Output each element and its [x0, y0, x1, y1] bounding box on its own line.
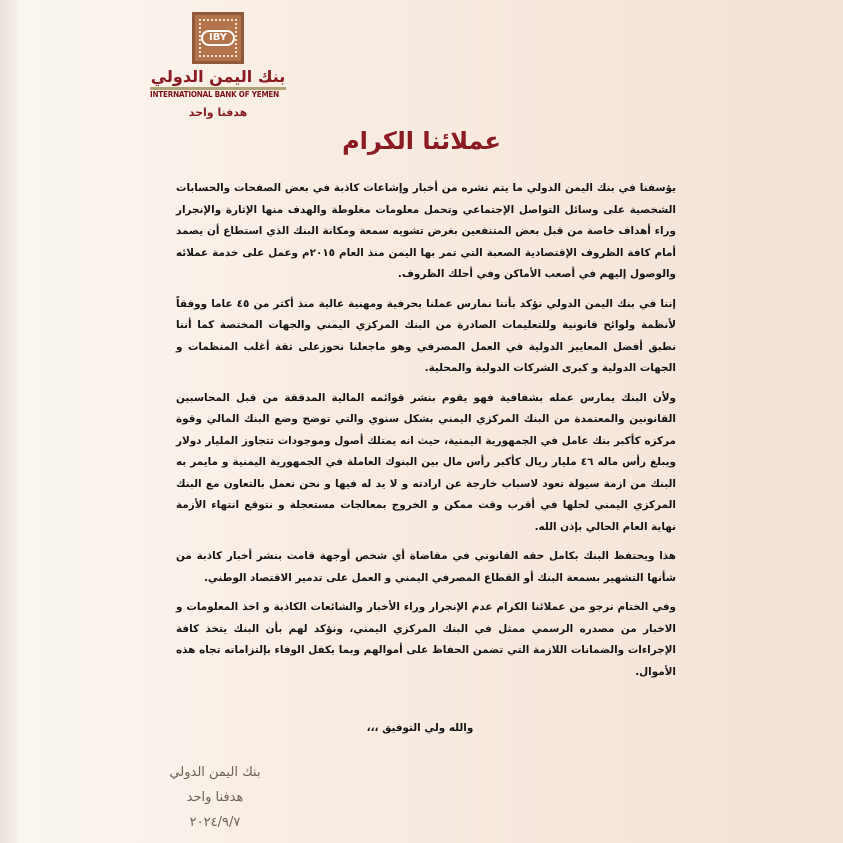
paragraph-5: وفي الختام نرجو من عملائنا الكرام عدم الإنجرار وراء الأخبار والشائعات الكاذبة و اخذ المعلومات و الاخبار من مصدره الرسمي ممثل في البنك المركزي اليمني، ونؤكد لهم بأن البنك يتخذ كافة الإجراءات والضمانات اللازمة التي تضمن الحفاظ على أموالهم وبما يكفل الوفاء بإلتزاماته تجاه هذه الأموال. [176, 601, 676, 678]
logo-emblem [192, 12, 244, 64]
logo-initials: IBY [201, 30, 235, 46]
letter-heading: عملائنا الكرام [342, 127, 501, 155]
signature-slogan: هدفنا واحد [186, 790, 244, 805]
signature-date: ٢٠٢٤/٩/٧ [189, 815, 241, 830]
paragraph-2: إننا في بنك اليمن الدولي نؤكد بأننا نمارس عملنا بحرفية ومهنية عالية منذ أكثر من ٤٥ عاما ووفقاً لأنظمة ولوائح قانونية وللتعليمات الصادرة من البنك المركزي اليمني والجهات المختصة كما أننا نطبق أفضل المعايير الدولية في العمل المصرفي وهو ماجعلنا نحوزعلى ثقة أغلب المنظمات و الجهات الدولية و كبرى الشركات الدولية والمحلية. [176, 297, 676, 374]
logo-name-english: INTERNATIONAL BANK OF YEMEN [150, 90, 279, 99]
letter-body [176, 178, 676, 691]
closing-line: والله ولي التوفيق ،،، [366, 722, 474, 734]
paragraph-3: ولأن البنك يمارس عمله بشفافية فهو يقوم بنشر قوائمه المالية المدققة من قبل المحاسبين القانونين والمعتمدة من البنك المركزي اليمني بشكل سنوي والتي توضح وضع البنك المالي وقوة مركزه كأكبر بنك عامل في الجمهورية اليمنية، حيث انه يمتلك أصول وموجودات تتجاوز المليار دولار ويبلغ رأس ماله ٤٦ مليار ريال كأكبر رأس مال بين البنوك العاملة في الجمهورية اليمنية و مايمر به البنك من ازمة سيولة تعود لاسباب خارجة عن ارادته و لا يد له فيها و نحن نعمل بالتعاون مع البنك المركزي اليمني لحلها في أقرب وقت ممكن و الخروج بمعالجات مستعجلة و نتوقع انتهاء الأزمة نهاية العام الحالي بإذن الله. [176, 391, 676, 533]
logo-name-arabic: بنك اليمن الدولي [150, 68, 286, 90]
logo-slogan: هدفنا واحد [188, 106, 248, 119]
paragraph-4: هذا ويحتفظ البنك بكامل حقه القانوني في مقاضاة أي شخص أوجهة قامت بنشر أخبار كاذبة من شأنها التشهير بسمعة البنك أو القطاع المصرفي اليمني و العمل على تدمير الاقتصاد الوطني. [176, 550, 676, 584]
paragraph-1: يؤسفنا في بنك اليمن الدولي ما يتم نشره من أخبار وإشاعات كاذبة في بعض الصفحات والحسابات الشخصية على وسائل التواصل الإجتماعي وتحمل معلومات مغلوطة والهدف منها الإثارة والإنجرار وراء أهداف خاصة من قبل بعض المتنفعين بغرض تشويه سمعة ومكانة البنك الذي استطاع أن يصمد أمام كافة الظروف الإقتصادية الصعبة التي تمر بها اليمن منذ العام ٢٠١٥م وعمل على خدمة عملائه والوصول إليهم في أصعب الأماكن وفي أحلك الظروف. [176, 182, 676, 280]
bank-logo [150, 12, 286, 120]
signature-bank: بنك اليمن الدولي [169, 765, 261, 780]
signature-block [150, 760, 280, 835]
